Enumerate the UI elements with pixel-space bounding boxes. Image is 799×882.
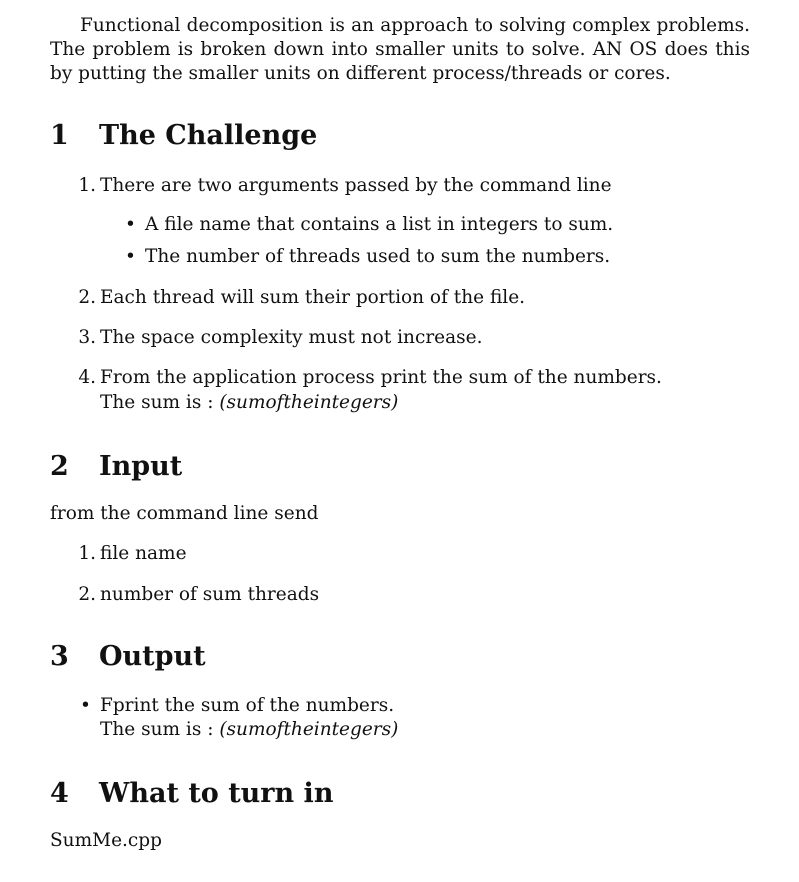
challenge-item-2: [78, 286, 526, 310]
input-item-1: [78, 542, 187, 566]
section-title: The Challenge: [99, 120, 318, 151]
item-number: 1.: [78, 175, 96, 196]
sum-math: (sumoftheintegers): [219, 392, 399, 413]
bullet-text: The number of threads used to sum the numbers.: [145, 246, 611, 267]
intro-paragraph: Functional decomposition is an approach to solving complex problems. The problem is broken down into smaller units to solve. AN OS does this by putting the smaller units on different process/threads or cores.: [50, 15, 750, 84]
section-heading-turn-in: [50, 778, 333, 810]
input-lead: from the command line send: [50, 503, 319, 524]
sum-label: The sum is :: [100, 719, 214, 740]
sum-label: The sum is :: [100, 392, 214, 413]
section-number: 3: [50, 641, 69, 672]
turn-in-filename: SumMe.cpp: [50, 830, 162, 851]
section-title: Output: [99, 641, 206, 672]
section-title: What to turn in: [99, 778, 334, 809]
item-text: file name: [100, 543, 187, 564]
section-title: Input: [99, 451, 183, 482]
challenge-subitem-1: [125, 213, 614, 237]
input-item-2: [78, 583, 320, 607]
challenge-subitem-2: [125, 245, 611, 269]
bullet-text: Fprint the sum of the numbers.: [100, 695, 395, 716]
bullet-icon: •: [125, 246, 136, 267]
item-number: 3.: [78, 327, 96, 348]
output-bullet-line2: [100, 718, 398, 742]
item-number: 2.: [78, 584, 96, 605]
item-text: From the application process print the sum of the numbers.: [100, 367, 662, 388]
section-heading-challenge: [50, 120, 317, 152]
item-text: Each thread will sum their portion of the file.: [100, 287, 526, 308]
sum-math: (sumoftheintegers): [219, 719, 399, 740]
item-number: 4.: [78, 367, 96, 388]
item-number: 2.: [78, 287, 96, 308]
section-number: 4: [50, 778, 69, 809]
item-text: There are two arguments passed by the command line: [100, 175, 612, 196]
bullet-text: A file name that contains a list in integers to sum.: [145, 214, 614, 235]
item-text: The space complexity must not increase.: [100, 327, 483, 348]
bullet-icon: •: [80, 695, 91, 716]
section-number: 1: [50, 120, 69, 151]
item-number: 1.: [78, 543, 96, 564]
section-heading-input: [50, 451, 182, 483]
section-heading-output: [50, 641, 206, 673]
output-bullet: [80, 694, 395, 718]
challenge-item-1: [78, 174, 612, 198]
bullet-icon: •: [125, 214, 136, 235]
challenge-item-4-line2: [100, 391, 398, 415]
challenge-item-3: [78, 326, 483, 350]
section-number: 2: [50, 451, 69, 482]
challenge-item-4: [78, 366, 662, 390]
item-text: number of sum threads: [100, 584, 320, 605]
